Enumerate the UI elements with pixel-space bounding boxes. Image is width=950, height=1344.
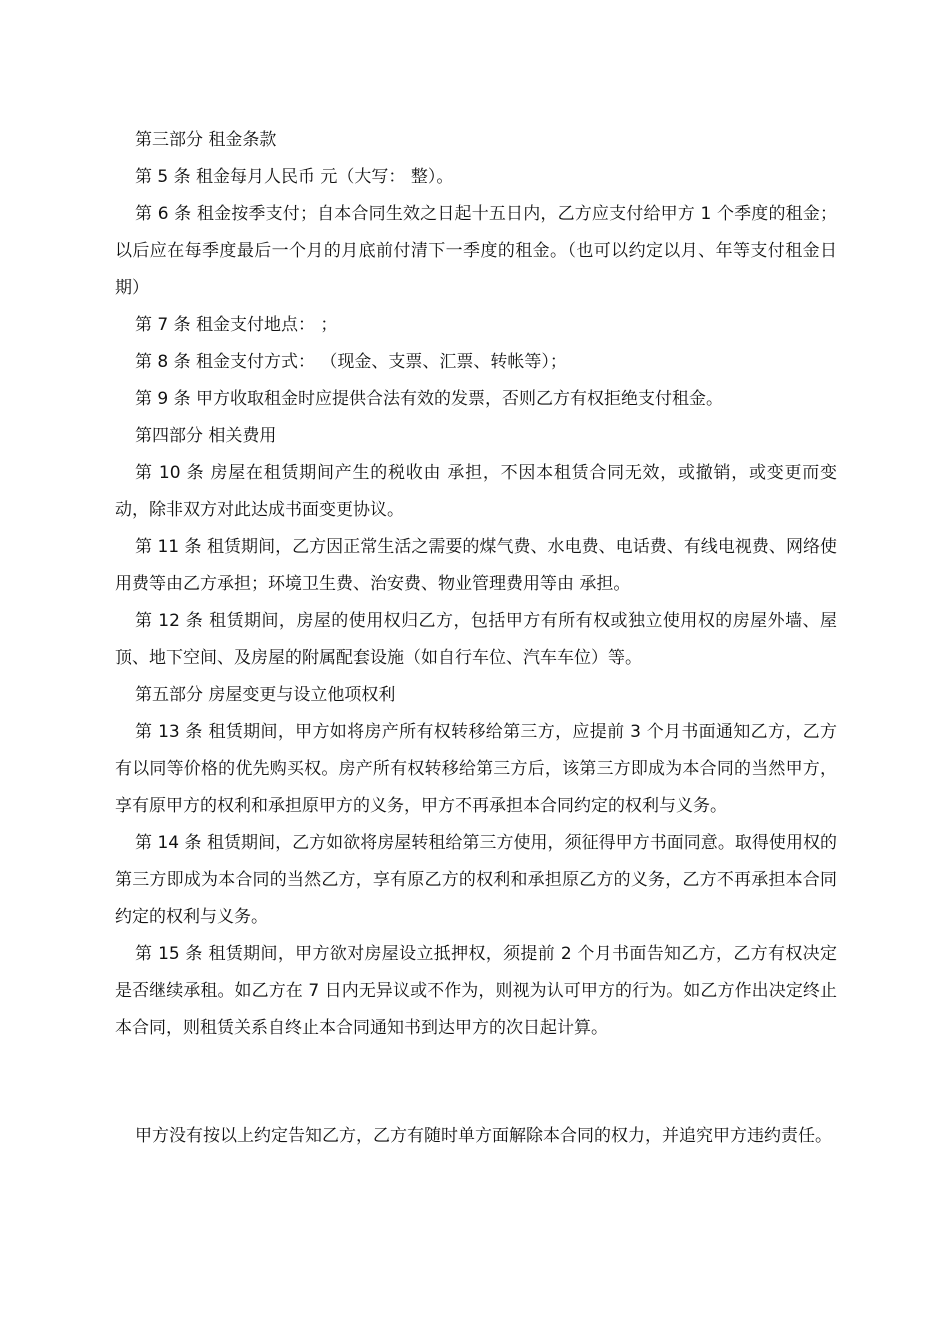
article-5: 第 5 条 租金每月人民币 元（大写： 整）。 — [135, 167, 454, 187]
closing-clause: 甲方没有按以上约定告知乙方，乙方有随时单方面解除本合同的权力，并追究甲方违约责任。 — [135, 1126, 832, 1146]
article-12: 第 12 条 租赁期间，房屋的使用权归乙方，包括甲方有所有权或独立使用权的房屋外墙、屋顶、地下空间、及房屋的附属配套设施（如自行车位、汽车车位）等。 — [115, 611, 837, 668]
article-13: 第 13 条 租赁期间，甲方如将房产所有权转移给第三方，应提前 3 个月书面通知乙方，乙方有以同等价格的优先购买权。房产所有权转移给第三方后，该第三方即成为本合同的当然甲方，享有原甲方的权利和承担原甲方的义务，甲方不再承担本合同约定的权利与义务。 — [115, 722, 837, 816]
article-14: 第 14 条 租赁期间，乙方如欲将房屋转租给第三方使用，须征得甲方书面同意。取得使用权的第三方即成为本合同的当然乙方，享有原乙方的权利和承担原乙方的义务，乙方不再承担本合同约定的权利与义务。 — [115, 833, 837, 927]
article-11: 第 11 条 租赁期间，乙方因正常生活之需要的煤气费、水电费、电话费、有线电视费、网络使用费等由乙方承担；环境卫生费、治安费、物业管理费用等由 承担。 — [115, 537, 837, 594]
section-5-heading: 第五部分 房屋变更与设立他项权利 — [135, 685, 396, 705]
article-7: 第 7 条 租金支付地点： ； — [135, 315, 338, 335]
contract-page — [115, 122, 837, 1155]
blank-line — [115, 1064, 837, 1101]
article-6: 第 6 条 租金按季支付；自本合同生效之日起十五日内，乙方应支付给甲方 1 个季度的租金；以后应在每季度最后一个月的月底前付清下一季度的租金。（也可以约定以月、年等支付租金日期） — [115, 204, 837, 298]
article-15: 第 15 条 租赁期间，甲方欲对房屋设立抵押权，须提前 2 个月书面告知乙方，乙方有权决定是否继续承租。如乙方在 7 日内无异议或不作为，则视为认可甲方的行为。如乙方作出决定终止本合同，则租赁关系自终止本合同通知书到达甲方的次日起计算。 — [115, 944, 837, 1038]
section-4-heading: 第四部分 相关费用 — [135, 426, 277, 446]
article-9: 第 9 条 甲方收取租金时应提供合法有效的发票，否则乙方有权拒绝支付租金。 — [135, 389, 724, 409]
section-3-heading: 第三部分 租金条款 — [135, 130, 277, 150]
article-8: 第 8 条 租金支付方式： （现金、支票、汇票、转帐等）； — [135, 352, 567, 372]
article-10: 第 10 条 房屋在租赁期间产生的税收由 承担，不因本租赁合同无效，或撤销，或变更而变动，除非双方对此达成书面变更协议。 — [115, 463, 837, 520]
